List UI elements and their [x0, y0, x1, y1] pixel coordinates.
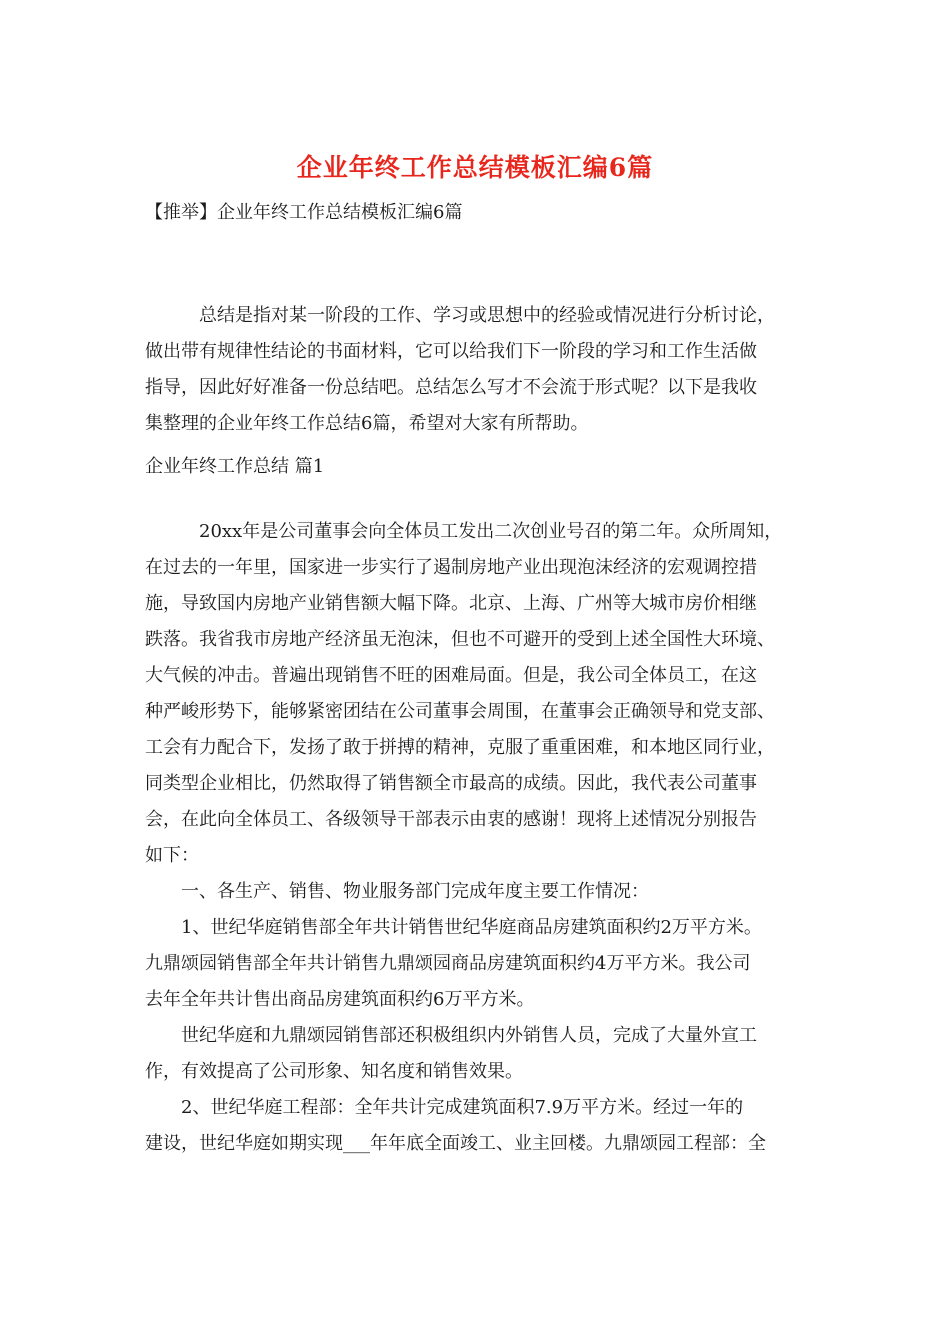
text-line: 20xx年是公司董事会向全体员工发出二次创业号召的第二年。众所周知， — [145, 521, 783, 542]
intro-paragraph — [145, 298, 805, 442]
text-line: 一、各生产、销售、物业服务部门完成年度主要工作情况： — [145, 881, 649, 902]
text-line: 工会有力配合下，发扬了敢于拼搏的精神，克服了重重困难，和本地区同行业， — [145, 737, 775, 758]
text-line: 如下： — [145, 845, 199, 866]
body-text — [145, 514, 805, 1162]
text-line: 在过去的一年里，国家进一步实行了遏制房地产业出现泡沫经济的宏观调控措 — [145, 557, 757, 578]
text-line: 施，导致国内房地产业销售额大幅下降。北京、上海、广州等大城市房价相继 — [145, 593, 757, 614]
section-heading: 企业年终工作总结 篇1 — [145, 456, 325, 477]
text-line: 同类型企业相比，仍然取得了销售额全市最高的成绩。因此，我代表公司董事 — [145, 773, 757, 794]
text-line: 会，在此向全体员工、各级领导干部表示由衷的感谢！现将上述情况分别报告 — [145, 809, 757, 830]
text-line: 做出带有规律性结论的书面材料，它可以给我们下一阶段的学习和工作生活做 — [145, 341, 757, 362]
document-subtitle: 【推举】企业年终工作总结模板汇编6篇 — [145, 202, 463, 223]
text-line: 2、世纪华庭工程部：全年共计完成建筑面积7.9万平方米。经过一年的 — [145, 1097, 744, 1118]
text-line: 1、世纪华庭销售部全年共计销售世纪华庭商品房建筑面积约2万平方米。 — [145, 917, 762, 938]
document-title: 企业年终工作总结模板汇编6篇 — [296, 153, 654, 182]
text-line: 作，有效提高了公司形象、知名度和销售效果。 — [145, 1061, 523, 1082]
text-line: 去年全年共计售出商品房建筑面积约6万平方米。 — [145, 989, 535, 1010]
text-line: 集整理的企业年终工作总结6篇，希望对大家有所帮助。 — [145, 413, 589, 434]
text-line: 种严峻形势下，能够紧密团结在公司董事会周围，在董事会正确领导和党支部、 — [145, 701, 775, 722]
text-line: 九鼎颂园销售部全年共计销售九鼎颂园商品房建筑面积约4万平方米。我公司 — [145, 953, 751, 974]
text-line: 建设，世纪华庭如期实现___年年底全面竣工、业主回楼。九鼎颂园工程部：全 — [145, 1133, 766, 1154]
text-line: 指导，因此好好准备一份总结吧。总结怎么写才不会流于形式呢？以下是我收 — [145, 377, 757, 398]
text-line: 世纪华庭和九鼎颂园销售部还积极组织内外销售人员，完成了大量外宣工 — [145, 1025, 757, 1046]
text-line: 大气候的冲击。普遍出现销售不旺的困难局面。但是，我公司全体员工，在这 — [145, 665, 757, 686]
text-line: 跌落。我省我市房地产经济虽无泡沫，但也不可避开的受到上述全国性大环境、 — [145, 629, 775, 650]
text-line: 总结是指对某一阶段的工作、学习或思想中的经验或情况进行分析讨论， — [145, 305, 775, 326]
